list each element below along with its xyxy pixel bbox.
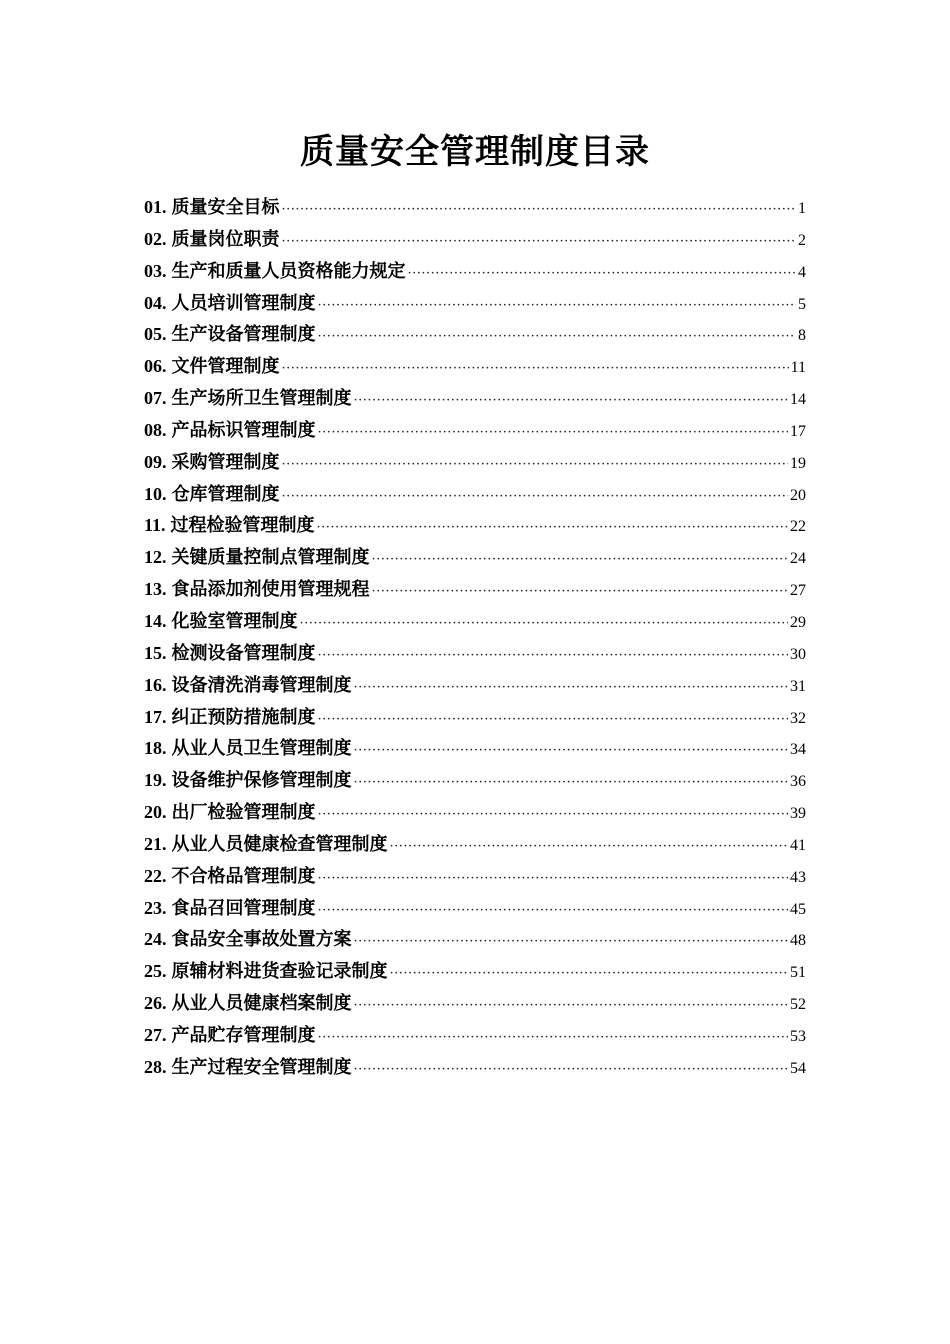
toc-entry-title: 化验室管理制度 — [171, 610, 298, 632]
toc-entry-number: 21. — [144, 833, 167, 854]
toc-entry[interactable] — [144, 510, 806, 542]
toc-entry-title: 从业人员卫生管理制度 — [171, 738, 352, 760]
toc-dot-leader — [354, 990, 789, 1022]
toc-entry-page: 43 — [790, 868, 806, 886]
toc-entry[interactable] — [144, 1052, 806, 1084]
toc-entry-number: 03. — [144, 260, 167, 281]
toc-dot-leader — [354, 767, 789, 799]
toc-entry-title: 出厂检验管理制度 — [171, 802, 316, 824]
toc-dot-leader — [282, 226, 797, 258]
toc-dot-leader — [318, 704, 789, 736]
toc-entry-title: 从业人员健康检查管理制度 — [171, 833, 388, 855]
toc-entry-title: 质量安全目标 — [171, 197, 280, 218]
toc-dot-leader — [318, 290, 797, 322]
toc-entry-title: 从业人员健康档案制度 — [171, 993, 352, 1015]
toc-entry[interactable] — [144, 670, 806, 702]
toc-entry-page: 54 — [790, 1059, 806, 1077]
toc-entry-title: 生产和质量人员资格能力规定 — [171, 260, 406, 282]
toc-entry-number: 12. — [144, 547, 167, 568]
toc-dot-leader — [282, 481, 789, 513]
toc-entry-number: 13. — [144, 579, 167, 600]
toc-entry-title: 采购管理制度 — [171, 451, 280, 473]
toc-entry-title: 生产过程安全管理制度 — [171, 1056, 352, 1078]
toc-dot-leader — [354, 1054, 789, 1086]
toc-entry[interactable] — [144, 924, 806, 956]
toc-entry-title: 产品贮存管理制度 — [171, 1024, 316, 1046]
toc-entry[interactable] — [144, 1020, 806, 1052]
toc-entry-number: 02. — [144, 228, 167, 249]
toc-entry-title: 生产设备管理制度 — [171, 324, 316, 346]
toc-entry-title: 仓库管理制度 — [171, 483, 280, 505]
toc-entry-title: 食品召回管理制度 — [171, 897, 316, 919]
toc-dot-leader — [318, 863, 789, 895]
toc-entry-page: 14 — [790, 391, 806, 409]
toc-dot-leader — [318, 640, 789, 672]
toc-dot-leader — [354, 735, 789, 767]
toc-entry-page: 30 — [790, 645, 806, 663]
toc-dot-leader — [372, 576, 789, 608]
toc-entry-page: 29 — [790, 613, 806, 631]
toc-dot-leader — [354, 385, 789, 417]
toc-entry-number: 10. — [144, 483, 167, 504]
toc-entry-page: 31 — [790, 677, 806, 695]
toc-entry[interactable] — [144, 861, 806, 893]
toc-entry[interactable] — [144, 192, 806, 224]
toc-entry-page: 5 — [798, 295, 806, 313]
toc-entry-page: 2 — [798, 231, 806, 249]
toc-entry[interactable] — [144, 479, 806, 511]
toc-dot-leader — [317, 512, 788, 544]
toc-entry-page: 17 — [790, 422, 806, 440]
toc-dot-leader — [282, 353, 789, 385]
toc-entry-page: 53 — [790, 1027, 806, 1045]
toc-entry-title: 食品添加剂使用管理规程 — [171, 579, 370, 601]
toc-entry[interactable] — [144, 733, 806, 765]
toc-entry-title: 纠正预防措施制度 — [171, 706, 316, 728]
toc-entry-page: 52 — [790, 996, 806, 1014]
toc-entry-title: 食品安全事故处置方案 — [171, 929, 352, 951]
toc-entry[interactable] — [144, 288, 806, 320]
page-title: 质量安全管理制度目录 — [300, 132, 650, 172]
toc-entry-number: 22. — [144, 865, 167, 886]
toc-entry-number: 26. — [144, 993, 167, 1014]
toc-dot-leader — [354, 926, 789, 958]
toc-entry-number: 11. — [144, 515, 166, 536]
toc-entry-title: 人员培训管理制度 — [171, 292, 316, 314]
toc-entry-page: 20 — [790, 486, 806, 504]
toc-entry-number: 24. — [144, 929, 167, 950]
toc-dot-leader — [318, 1022, 789, 1054]
toc-entry-page: 39 — [790, 805, 806, 823]
toc-entry[interactable] — [144, 797, 806, 829]
toc-entry-title: 检测设备管理制度 — [171, 642, 316, 664]
toc-dot-leader — [282, 449, 789, 481]
toc-entry-page: 51 — [790, 964, 806, 982]
toc-dot-leader — [318, 895, 789, 927]
toc-entry-title: 设备清洗消毒管理制度 — [171, 674, 352, 696]
toc-entry[interactable] — [144, 256, 806, 288]
toc-entry[interactable] — [144, 702, 806, 734]
toc-entry-number: 25. — [144, 961, 167, 982]
toc-entry[interactable] — [144, 224, 806, 256]
toc-dot-leader — [282, 194, 797, 226]
toc-entry-title: 原辅材料进货查验记录制度 — [171, 961, 388, 983]
toc-entry-title: 质量岗位职责 — [171, 228, 280, 250]
toc-entry[interactable] — [144, 606, 806, 638]
toc-entry-page: 1 — [798, 200, 806, 217]
toc-dot-leader — [408, 258, 797, 290]
toc-entry-title: 过程检验管理制度 — [170, 515, 315, 537]
toc-entry-page: 32 — [790, 709, 806, 727]
toc-entry[interactable] — [144, 893, 806, 925]
toc-entry-number: 01. — [144, 197, 167, 217]
toc-entry-number: 09. — [144, 451, 167, 472]
toc-entry[interactable] — [144, 542, 806, 574]
toc-entry-page: 4 — [798, 263, 806, 281]
toc-entry-page: 24 — [790, 550, 806, 568]
toc-entry[interactable] — [144, 319, 806, 351]
toc-entry-number: 17. — [144, 706, 167, 727]
toc-dot-leader — [372, 544, 789, 576]
toc-entry-number: 05. — [144, 324, 167, 345]
toc-entry[interactable] — [144, 415, 806, 447]
toc-dot-leader — [318, 799, 789, 831]
toc-entry-number: 23. — [144, 897, 167, 918]
toc-entry-number: 14. — [144, 610, 167, 631]
toc-entry[interactable] — [144, 574, 806, 606]
toc-entry-number: 15. — [144, 642, 167, 663]
toc-entry-number: 27. — [144, 1024, 167, 1045]
toc-entry-page: 22 — [790, 518, 806, 536]
toc-entry[interactable] — [144, 351, 806, 383]
toc-dot-leader — [318, 321, 797, 353]
toc-entry[interactable] — [144, 638, 806, 670]
toc-entry[interactable] — [144, 956, 806, 988]
toc-entry-number: 08. — [144, 419, 167, 440]
toc-entry[interactable] — [144, 765, 806, 797]
toc-entry-title: 产品标识管理制度 — [171, 419, 316, 441]
toc-entry[interactable] — [144, 829, 806, 861]
toc-entry-title: 生产场所卫生管理制度 — [171, 388, 352, 410]
toc-entry-page: 8 — [798, 327, 806, 345]
toc-entry-number: 04. — [144, 292, 167, 313]
toc-dot-leader — [354, 672, 789, 704]
toc-entry-page: 27 — [790, 582, 806, 600]
toc-entry-page: 41 — [790, 836, 806, 854]
toc-entry-title: 不合格品管理制度 — [171, 865, 316, 887]
toc-entry-number: 28. — [144, 1056, 167, 1077]
toc-entry-page: 36 — [790, 773, 806, 791]
toc-entry-number: 19. — [144, 770, 167, 791]
toc-entry-title: 关键质量控制点管理制度 — [171, 547, 370, 569]
toc-entry[interactable] — [144, 988, 806, 1020]
toc-entry-number: 20. — [144, 802, 167, 823]
toc-dot-leader — [300, 608, 789, 640]
toc-entry-number: 07. — [144, 388, 167, 409]
toc-entry[interactable] — [144, 447, 806, 479]
toc-dot-leader — [390, 831, 789, 863]
toc-entry-number: 16. — [144, 674, 167, 695]
toc-entry[interactable] — [144, 383, 806, 415]
toc-entry-number: 06. — [144, 356, 167, 377]
toc-entry-page: 19 — [790, 454, 806, 472]
toc-entry-title: 文件管理制度 — [171, 356, 280, 378]
toc-dot-leader — [318, 417, 789, 449]
toc-entry-page: 48 — [790, 932, 806, 950]
toc-dot-leader — [390, 958, 789, 990]
toc-entry-page: 34 — [790, 741, 806, 759]
toc-entry-title: 设备维护保修管理制度 — [171, 770, 352, 792]
toc-entry-page: 11 — [790, 359, 806, 377]
toc-entry-page: 45 — [790, 900, 806, 918]
table-of-contents — [144, 192, 806, 1084]
toc-entry-number: 18. — [144, 738, 167, 759]
